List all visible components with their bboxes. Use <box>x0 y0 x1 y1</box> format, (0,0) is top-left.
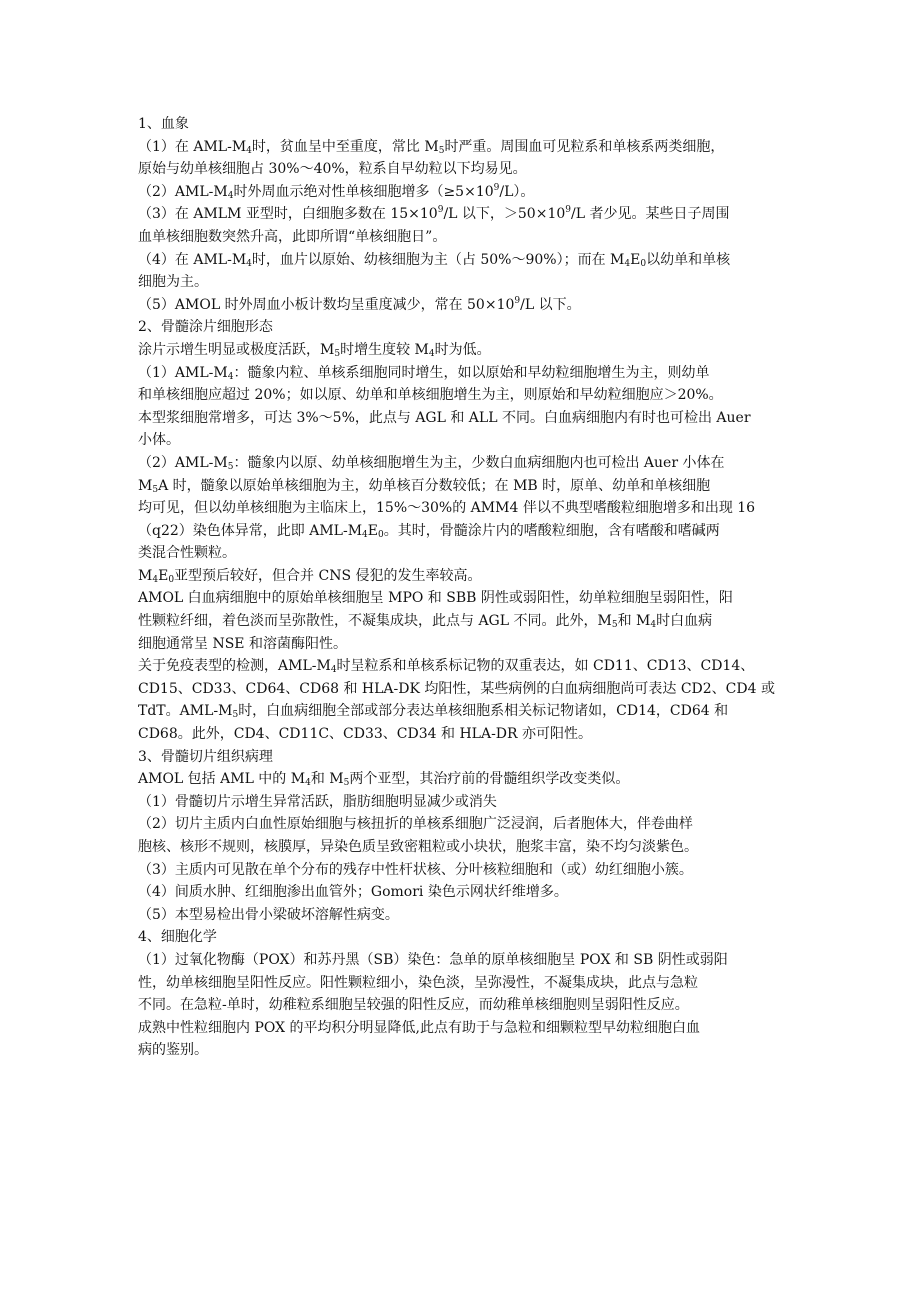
text-line: $(2)AML-M_4$时外周血示绝对性单核细胞增多$(\ge 5\times 10^9/L)$。 <box>138 182 535 201</box>
text-line: （3）在 AMLM 亚型时，白细胞多数在 $15\times 10^9/L$ 以下，$>50\times 10^9/L$ 者少见。某些日子周围 <box>138 205 730 223</box>
text-line: （1）骨髓切片示增生异常活跃，脂肪细胞明显减少或消失 <box>138 793 497 810</box>
text-line: 细胞通常呈 NSE 和溶菌酶阳性。 <box>138 635 347 652</box>
text-line: CD15、CD33、CD64、CD68 和 HLA-DK 均阳性，某些病例的白血病细胞尚可表达 CD2、CD4 或 <box>138 680 775 697</box>
text-line: （5）AMOL 时外周血小板计数均呈重度减少，常在 $50\times 10^9/L$ 以下。 <box>138 295 581 313</box>
text-line: （3）主质内可见散在单个分布的残存中性杆状核、分叶核粒细胞和（或）幼红细胞小簇。 <box>138 861 693 878</box>
text-line: （4）间质水肿、红细胞渗出血管外；Gomori 染色示网状纤维增多。 <box>138 884 568 901</box>
text-line: 1、血象 <box>138 116 189 132</box>
text-line: 小体。 <box>138 432 180 449</box>
text-line: 均可见，但以幼单核细胞为主临床上，15%～30%的 AMM4 伴以不典型嗜酸粒细胞增多和出现 16 <box>138 500 756 517</box>
text-line: 4、细胞化学 <box>138 929 217 946</box>
text-line: 性颗粒纤细，着色淡而呈弥散性，不凝集成块，此点与 AGL 不同。此外，$M_5$和 $M_4$时白血病 <box>138 613 713 631</box>
text-line: （5）本型易检出骨小梁破坏溶解性病变。 <box>138 906 399 923</box>
paragraph-lines <box>138 113 798 1062</box>
text-line: CD68。此外，CD4、CD11C、CD33、CD34 和 HLA-DR 亦可阳性。 <box>138 726 593 743</box>
text-line: 性，幼单核细胞呈阳性反应。阳性颗粒细小，染色淡，呈弥漫性，不凝集成块，此点与急粒 <box>138 974 698 991</box>
text-line: $(2)AML-M_5$：髓象内以原、幼单核细胞增生为主，少数白血病细胞内也可检出 Auer 小体在 <box>138 454 725 472</box>
text-line: 血单核细胞数突然升高，此即所谓“单核细胞日”。 <box>138 228 447 245</box>
text-line: 不同。在急粒-单时，幼稚粒系细胞呈较强的阳性反应，而幼稚单核细胞则呈弱阳性反应。 <box>138 997 689 1014</box>
text-line: （1）在 AML-$M_4$时，贫血呈中至重度，常比 $M_5$时严重。周围血可见粒系和单核系两类细胞， <box>138 138 725 156</box>
text-line: 类混合性颗粒。 <box>138 545 236 562</box>
text-line: 关于免疫表型的检测，AML-$M_4$时呈粒系和单核系标记物的双重表达，如 CD11、CD13、CD14、 <box>138 658 755 676</box>
text-line: 和单核细胞应超过 20%；如以原、幼单和单核细胞增生为主，则原始和早幼粒细胞应＞20%。 <box>138 387 723 404</box>
text-line: $(1)AML-M_4$：髓象内粒、单核系细胞同时增生，如以原始和早幼粒细胞增生为主，则幼单 <box>138 364 710 382</box>
text-line: 3、骨髓切片组织病理 <box>138 748 273 765</box>
text-line: AMOL 包括 AML 中的 $M_4$和 $M_5$两个亚型，其治疗前的骨髓组织学改变类似。 <box>138 771 630 789</box>
text-line: （q22）染色体异常，此即 AML-$M_4E_0$。其时，骨髓涂片内的嗜酸粒细胞，含有嗜酸和嗜碱两 <box>138 522 720 540</box>
text-line: （1）过氧化物酶（POX）和苏丹黑（SB）染色：急单的原单核细胞呈 POX 和 SB 阴性或弱阳 <box>138 951 728 968</box>
text-line: TdT。AML-$M_5$时，白血病细胞全部或部分表达单核细胞系相关标记物诸如，CD14，CD64 和 <box>138 703 729 721</box>
text-line: 成熟中性粒细胞内 POX 的平均积分明显降低,此点有助于与急粒和细颗粒型早幼粒细胞白血 <box>138 1019 700 1036</box>
text-line: 细胞为主。 <box>138 274 208 291</box>
text-line: AMOL 白血病细胞中的原始单核细胞呈 MPO 和 SBB 阴性或弱阳性，幼单粒细胞呈弱阳性，阳 <box>138 590 733 607</box>
text-line: 原始与幼单核细胞占 30%～40%，粒系自早幼粒以下均易见。 <box>138 161 527 178</box>
text-line: $M_5A$ 时，髓象以原始单核细胞为主，幼单核百分数较低；在 MB 时，原单、幼单和单核细胞 <box>138 477 711 495</box>
text-line: 涂片示增生明显或极度活跃，$M_5$时增生度较 $M_4$时为低。 <box>138 341 491 359</box>
text-line: 本型浆细胞常增多，可达 3%～5%，此点与 AGL 和 ALL 不同。白血病细胞内有时也可检出 Auer <box>138 409 751 426</box>
document-body <box>138 113 798 1062</box>
text-line: 2、骨髓涂片细胞形态 <box>138 319 273 336</box>
text-line: （4）在 AML-$M_4$时，血片以原始、幼核细胞为主（占 50%～90%）；而在 $M_4E_0$以幼单和单核 <box>138 251 731 269</box>
text-line: （2）切片主质内白血性原始细胞与核扭折的单核系细胞广泛浸润，后者胞体大，伴卷曲样 <box>138 816 693 833</box>
text-line: $M_4E_0$亚型预后较好，但合并 CNS 侵犯的发生率较高。 <box>138 567 482 585</box>
text-line: 胞核、核形不规则，核膜厚，异染色质呈致密粗粒或小块状，胞浆丰富，染不均匀淡紫色。 <box>138 839 698 855</box>
text-line: 病的鉴别。 <box>138 1042 208 1059</box>
